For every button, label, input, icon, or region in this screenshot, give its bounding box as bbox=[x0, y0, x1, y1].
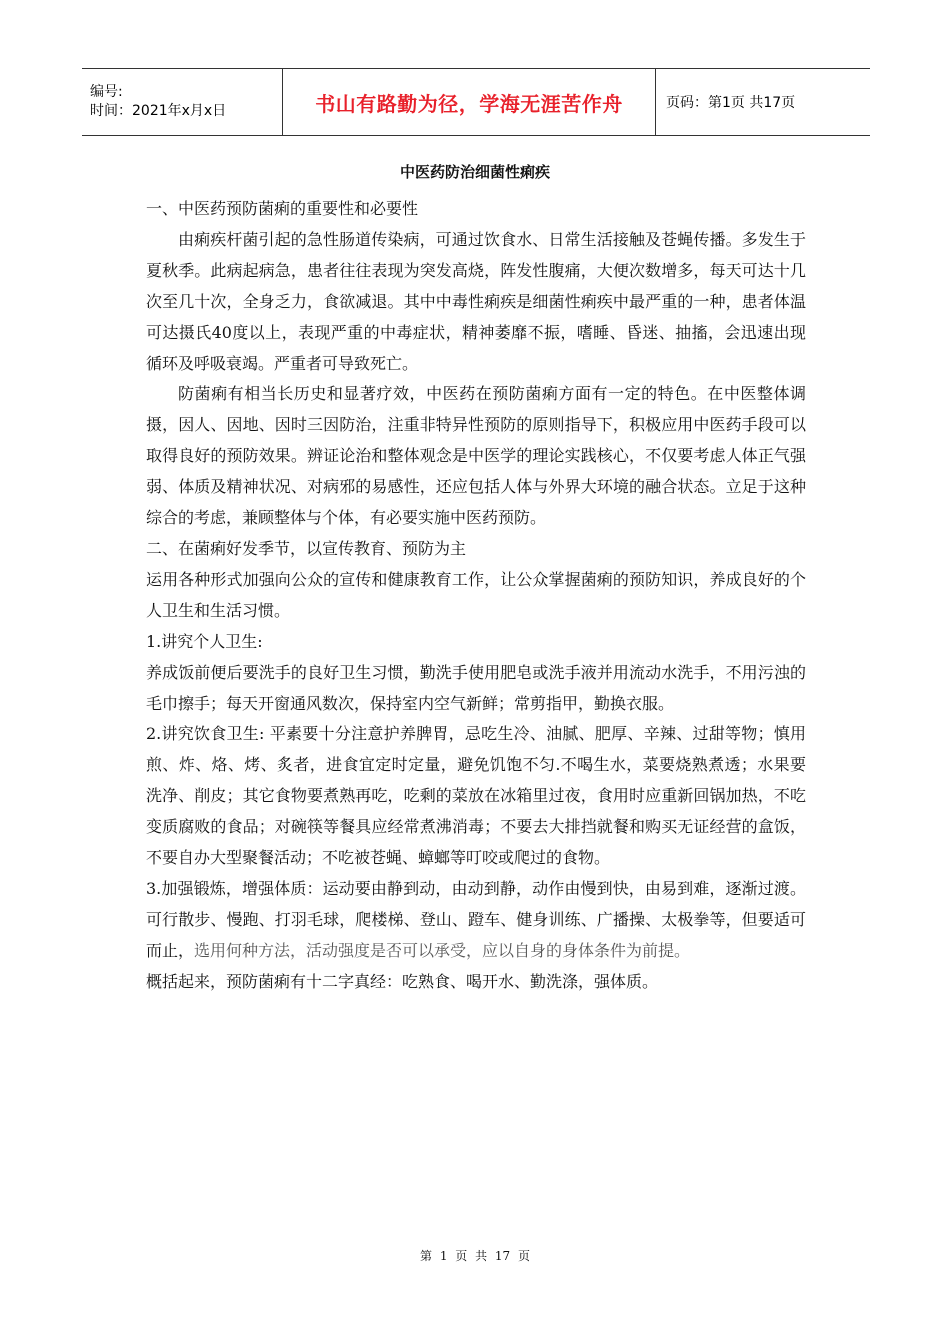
header-meta bbox=[82, 69, 282, 135]
document-body bbox=[146, 194, 806, 998]
document-header bbox=[82, 68, 870, 136]
paragraph-tcm-prevention: 防菌痢有相当长历史和显著疗效，中医药在预防菌痢方面有一定的特色。在中医整体调摄，因人、因地、因时三因防治，注重非特异性预防的原则指导下，积极应用中医药手段可以取得良好的预防效果。辨证论治和整体观念是中医学的理论实践核心，不仅要考虑人体正气强弱、体质及精神状况、对病邪的易感性，还应包括人体与外界大环境的融合状态。立足于这种综合的考虑，兼顾整体与个体，有必要实施中医药预防。 bbox=[146, 384, 806, 528]
paragraph-summary: 概括起来，预防菌痢有十二字真经：吃熟食、喝开水、勤洗涤，强体质。 bbox=[146, 971, 659, 991]
item-heading-personal-hygiene: 1.讲究个人卫生: bbox=[146, 631, 263, 651]
exercise-text: 3.加强锻炼，增强体质：运动要由静到动，由动到静，动作由慢到快，由易到难，逐渐过渡。可行散步、慢跑、打羽毛球，爬楼梯、登山、蹬车、健身训练、广播操、太极拳等，但要适可而止， bbox=[146, 878, 806, 960]
paragraph-food-hygiene: 2.讲究饮食卫生: 平素要十分注意护养脾胃，忌吃生冷、油腻、肥厚、辛辣、过甜等物；慎用煎、炸、烙、烤、炙者，进食宜定时定量，避免饥饱不匀.不喝生水，菜要烧熟煮透；水果要洗净、削皮；其它食物要煮熟再吃，吃剩的菜放在冰箱里过夜，食用时应重新回锅加热，不吃变质腐败的食品；对碗筷等餐具应经常煮沸消毒；不要去大排挡就餐和购买无证经营的盒饭，不要自办大型聚餐活动；不吃被苍蝇、蟑螂等叮咬或爬过的食物。 bbox=[146, 724, 806, 868]
paragraph-education: 运用各种形式加强向公众的宣传和健康教育工作，让公众掌握菌痢的预防知识，养成良好的个人卫生和生活习惯。 bbox=[146, 569, 806, 620]
paragraph-exercise bbox=[146, 874, 806, 967]
section-heading-2: 二、在菌痢好发季节，以宣传教育、预防为主 bbox=[146, 538, 467, 558]
header-page-code: 页码：第1页 共17页 bbox=[666, 95, 796, 111]
document-date: 时间：2021年x月x日 bbox=[90, 103, 227, 119]
section-heading-1: 一、中医药预防菌痢的重要性和必要性 bbox=[146, 199, 419, 218]
paragraph-personal-hygiene: 养成饭前便后要洗手的良好卫生习惯，勤洗手使用肥皂或洗手液并用流动水洗手，不用污浊的毛巾擦手；每天开窗通风数次，保持室内空气新鲜；常剪指甲，勤换衣服。 bbox=[146, 662, 806, 713]
paragraph-disease-intro: 由痢疾杆菌引起的急性肠道传染病，可通过饮食水、日常生活接触及苍蝇传播。多发生于夏秋季。此病起病急，患者往往表现为突发高烧，阵发性腹痛，大便次数增多，每天可达十几次至几十次，全身乏力，食欲减退。其中中毒性痢疾是细菌性痢疾中最严重的一种，患者体温可达摄氏40度以上，表现严重的中毒症状，精神萎靡不振，嗜睡、昏迷、抽搐，会迅速出现循环及呼吸衰竭。严重者可导致死亡。 bbox=[146, 229, 806, 373]
header-motto: 书山有路勤为径，学海无涯苦作舟 bbox=[282, 69, 656, 135]
exercise-text-gray: 选用何种方法，活动强度是否可以承受，应以自身的身体条件为前提。 bbox=[194, 940, 691, 960]
document-title: 中医药防治细菌性痢疾 bbox=[399, 163, 550, 181]
document-number-label: 编号: bbox=[90, 84, 123, 100]
page-footer: 第 1 页 共 17 页 bbox=[420, 1249, 530, 1263]
